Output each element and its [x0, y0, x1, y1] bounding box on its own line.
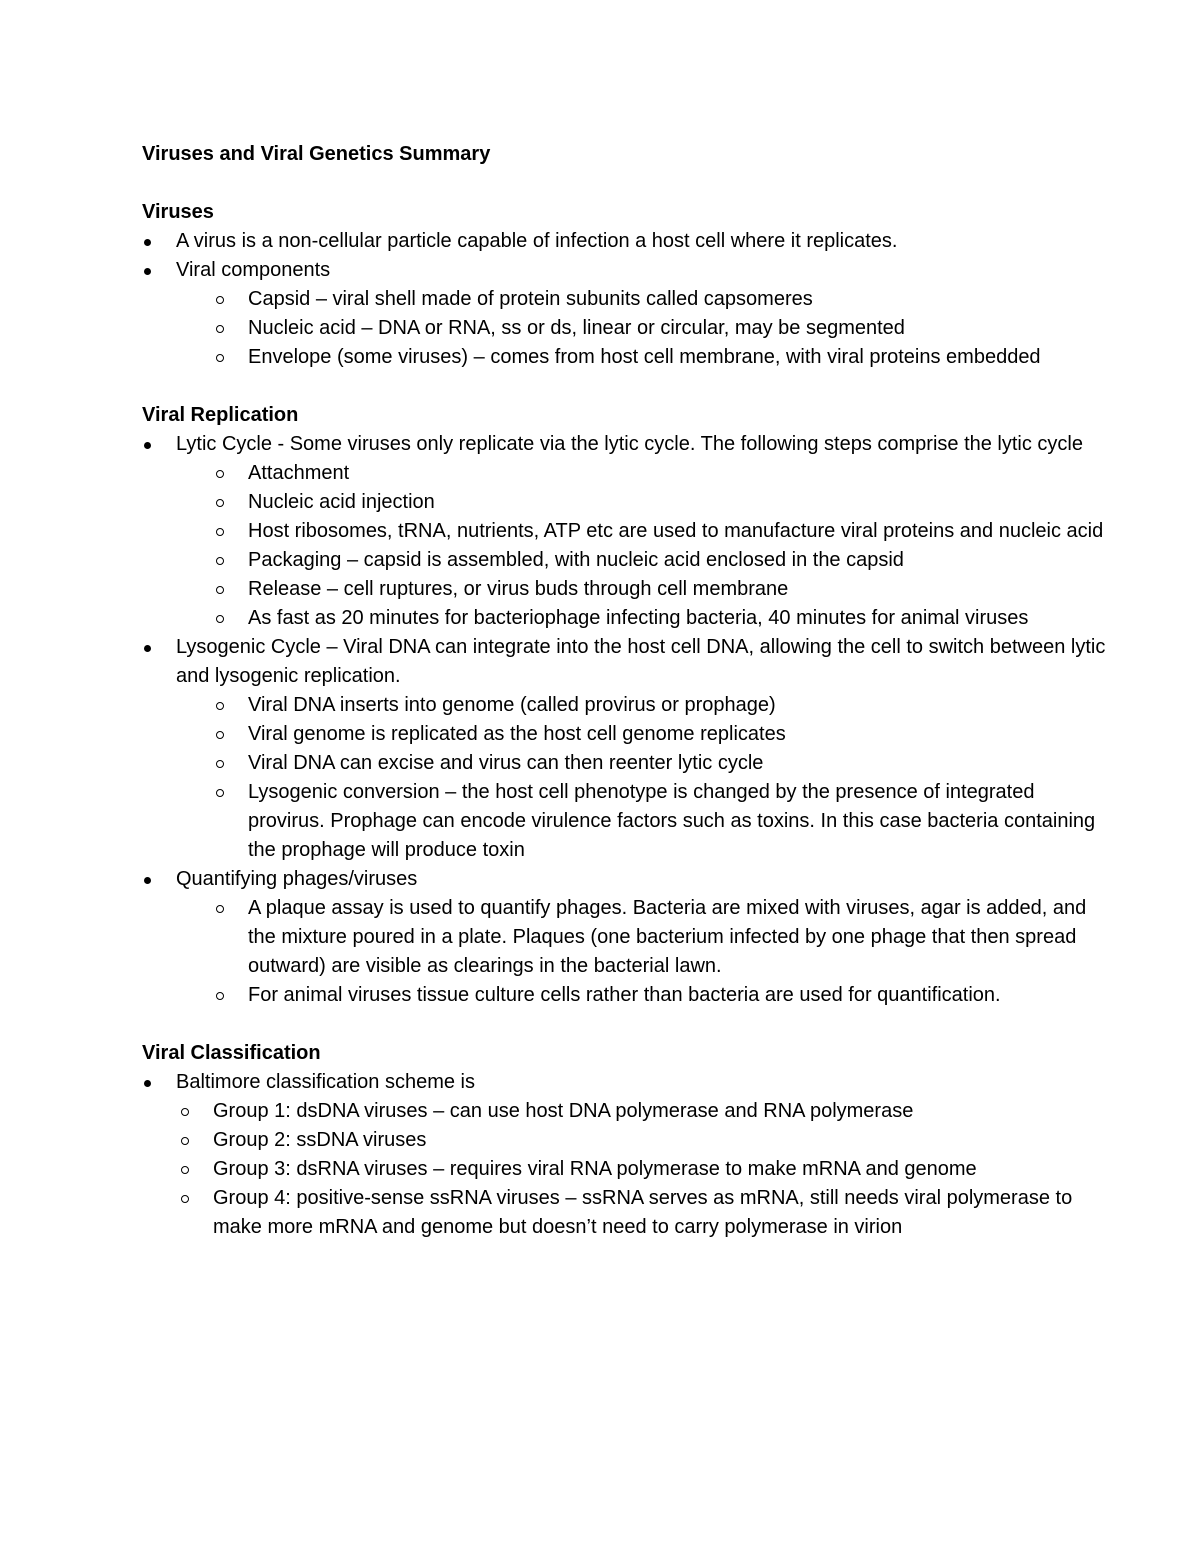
sub-bullet-list — [142, 285, 1112, 372]
hollow-bullet-icon — [216, 615, 224, 623]
section-heading: Viruses — [142, 201, 214, 223]
sub-list-item-text: Attachment — [248, 462, 350, 484]
sub-list-item — [142, 894, 1112, 981]
sub-list-item — [142, 1155, 1112, 1184]
hollow-bullet-icon — [181, 1195, 189, 1203]
section-heading: Viral Replication — [142, 404, 299, 426]
hollow-bullet-icon — [216, 992, 224, 1000]
sub-list-item — [142, 546, 1112, 575]
bullet-list — [142, 430, 1112, 459]
sub-list-item — [142, 749, 1112, 778]
bullet-list — [142, 227, 1112, 285]
hollow-bullet-icon — [216, 557, 224, 565]
section-viruses — [142, 198, 1112, 372]
sub-bullet-list — [142, 1097, 1112, 1242]
document-title: Viruses and Viral Genetics Summary — [142, 143, 491, 165]
sub-list-item — [142, 604, 1112, 633]
hollow-bullet-icon — [216, 789, 224, 797]
sub-list-item — [142, 720, 1112, 749]
sub-list-item — [142, 1097, 1112, 1126]
sub-list-item — [142, 517, 1112, 546]
sub-list-item-text: Group 1: dsDNA viruses – can use host DNA polymerase and RNA polymerase — [213, 1100, 914, 1122]
sub-list-item-text: Viral DNA can excise and virus can then reenter lytic cycle — [248, 752, 764, 774]
hollow-bullet-icon — [216, 325, 224, 333]
sub-list-item-text: Group 2: ssDNA viruses — [213, 1129, 427, 1151]
list-item-text: Lysogenic Cycle – Viral DNA can integrate into the host cell DNA, allowing the cell to switch between lytic and lysogenic replication. — [176, 636, 1106, 687]
sub-list-item-text: Release – cell ruptures, or virus buds through cell membrane — [248, 578, 789, 600]
bullet-list — [142, 1068, 1112, 1097]
sub-bullet-list — [142, 459, 1112, 633]
sub-list-item-text: Host ribosomes, tRNA, nutrients, ATP etc are used to manufacture viral proteins and nucleic acid — [248, 520, 1104, 542]
sub-list-item-text: Nucleic acid injection — [248, 491, 435, 513]
sub-list-item-text: As fast as 20 minutes for bacteriophage infecting bacteria, 40 minutes for animal viruses — [248, 607, 1029, 629]
bullet-icon — [144, 442, 151, 449]
document-body — [142, 140, 1112, 1271]
list-item — [142, 1068, 1112, 1097]
sub-list-item-text: Envelope (some viruses) – comes from host cell membrane, with viral proteins embedded — [248, 346, 1041, 368]
sub-list-item — [142, 285, 1112, 314]
section-viral-classification — [142, 1039, 1112, 1242]
list-item-text: Viral components — [176, 259, 331, 281]
bullet-icon — [144, 268, 151, 275]
list-item — [142, 633, 1112, 691]
bullet-icon — [144, 877, 151, 884]
sub-list-item-text: Capsid – viral shell made of protein subunits called capsomeres — [248, 288, 813, 310]
bullet-list — [142, 633, 1112, 691]
sub-list-item-text: Lysogenic conversion – the host cell phenotype is changed by the presence of integrated provirus. Prophage can encode virulence factors such as toxins. In this case bacteria containing the prophage will produce toxin — [248, 781, 1096, 861]
sub-list-item — [142, 459, 1112, 488]
sub-list-item-text: Group 3: dsRNA viruses – requires viral RNA polymerase to make mRNA and genome — [213, 1158, 977, 1180]
section-viral-replication — [142, 401, 1112, 1010]
list-item-text: Baltimore classification scheme is — [176, 1071, 475, 1093]
hollow-bullet-icon — [216, 296, 224, 304]
bullet-list — [142, 865, 1112, 894]
list-item — [142, 865, 1112, 894]
hollow-bullet-icon — [181, 1166, 189, 1174]
list-item — [142, 227, 1112, 256]
section-heading: Viral Classification — [142, 1042, 321, 1064]
hollow-bullet-icon — [216, 905, 224, 913]
hollow-bullet-icon — [181, 1108, 189, 1116]
sub-list-item-text: For animal viruses tissue culture cells rather than bacteria are used for quantification. — [248, 984, 1001, 1006]
sub-list-item — [142, 488, 1112, 517]
bullet-icon — [144, 1080, 151, 1087]
list-item-text: Lytic Cycle - Some viruses only replicate via the lytic cycle. The following steps comprise the lytic cycle — [176, 433, 1084, 455]
sub-list-item — [142, 343, 1112, 372]
bullet-icon — [144, 645, 151, 652]
sub-list-item — [142, 691, 1112, 720]
sub-list-item-text: Group 4: positive-sense ssRNA viruses – ssRNA serves as mRNA, still needs viral polymerase to make more mRNA and genome but doesn’t need to carry polymerase in virion — [213, 1187, 1073, 1238]
hollow-bullet-icon — [216, 760, 224, 768]
sub-list-item — [142, 1184, 1112, 1242]
hollow-bullet-icon — [216, 354, 224, 362]
sub-list-item-text: Viral DNA inserts into genome (called provirus or prophage) — [248, 694, 776, 716]
list-item — [142, 256, 1112, 285]
list-item — [142, 430, 1112, 459]
hollow-bullet-icon — [181, 1137, 189, 1145]
list-item-text: A virus is a non-cellular particle capable of infection a host cell where it replicates. — [176, 230, 898, 252]
sub-list-item — [142, 981, 1112, 1010]
hollow-bullet-icon — [216, 470, 224, 478]
sub-list-item-text: Viral genome is replicated as the host cell genome replicates — [248, 723, 786, 745]
sub-list-item-text: Packaging – capsid is assembled, with nucleic acid enclosed in the capsid — [248, 549, 904, 571]
hollow-bullet-icon — [216, 702, 224, 710]
sub-bullet-list — [142, 691, 1112, 865]
sub-list-item-text: Nucleic acid – DNA or RNA, ss or ds, linear or circular, may be segmented — [248, 317, 905, 339]
sub-list-item — [142, 778, 1112, 865]
sub-list-item-text: A plaque assay is used to quantify phages. Bacteria are mixed with viruses, agar is added, and the mixture poured in a plate. Plaques (one bacterium infected by one phage that then spread outward) are visible as clearings in the bacterial lawn. — [248, 897, 1087, 977]
sub-list-item — [142, 575, 1112, 604]
hollow-bullet-icon — [216, 528, 224, 536]
sub-list-item — [142, 314, 1112, 343]
hollow-bullet-icon — [216, 499, 224, 507]
sub-bullet-list — [142, 894, 1112, 1010]
sub-list-item — [142, 1126, 1112, 1155]
list-item-text: Quantifying phages/viruses — [176, 868, 418, 890]
hollow-bullet-icon — [216, 731, 224, 739]
hollow-bullet-icon — [216, 586, 224, 594]
bullet-icon — [144, 239, 151, 246]
